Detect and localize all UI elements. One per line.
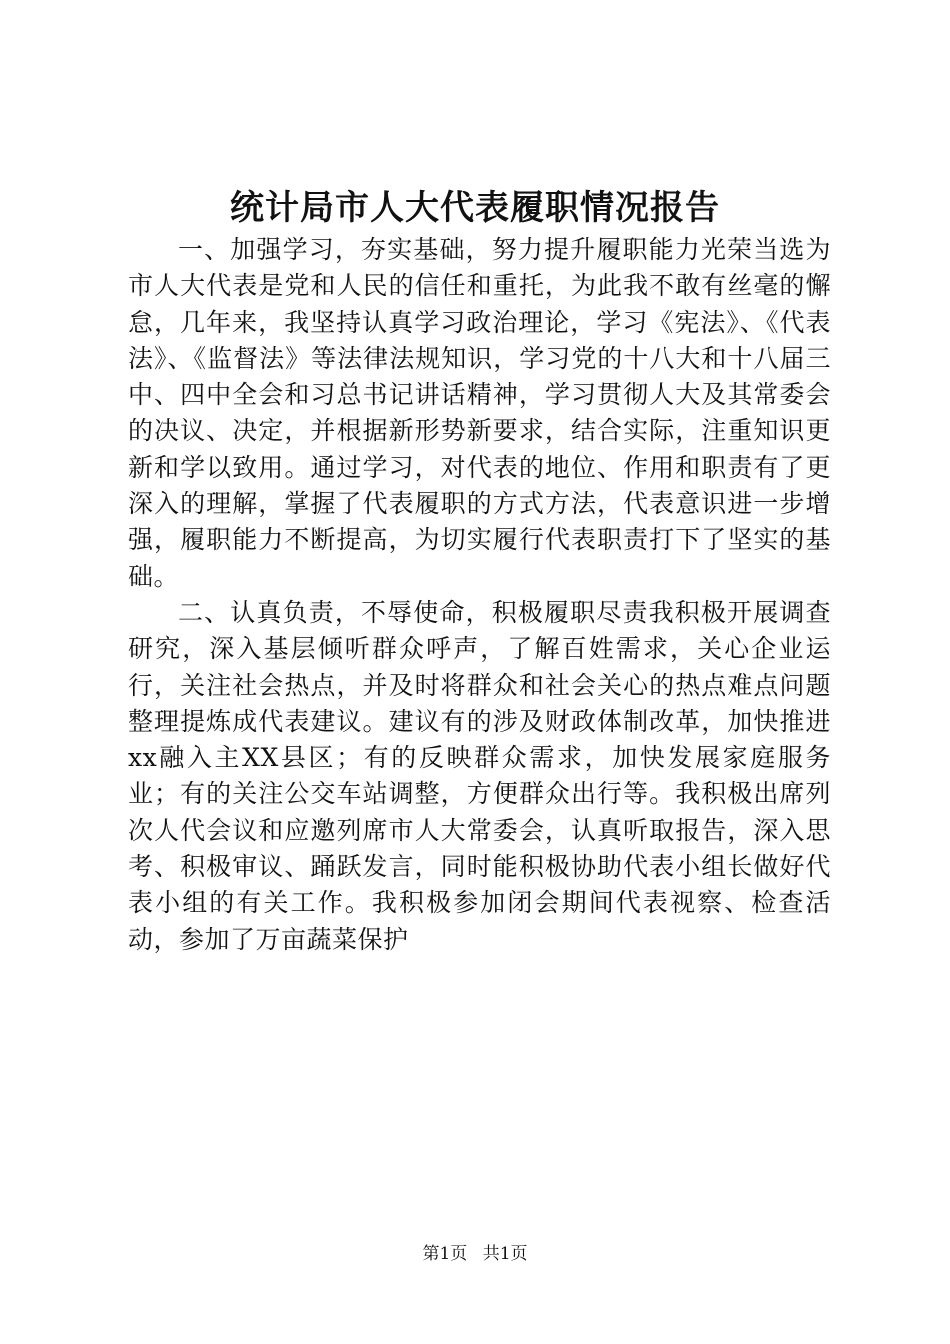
document-body — [128, 232, 831, 958]
page-number-current: 第1页 — [422, 1244, 468, 1264]
paragraph-1: 一、加强学习，夯实基础，努力提升履职能力光荣当选为市人大代表是党和人民的信任和重托，为此我不敢有丝毫的懈怠，几年来，我坚持认真学习政治理论，学习《宪法》、《代表法》、《监督法》等法律法规知识，学习党的十八大和十八届三中、四中全会和习总书记讲话精神，学习贯彻人大及其常委会的决议、决定，并根据新形势新要求，结合实际，注重知识更新和学以致用。通过学习，对代表的地位、作用和职责有了更深入的理解，掌握了代表履职的方式方法，代表意识进一步增强，履职能力不断提高，为切实履行代表职责打下了坚实的基础。 — [128, 235, 831, 591]
paragraph-2: 二、认真负责，不辱使命，积极履职尽责我积极开展调查研究，深入基层倾听群众呼声，了解百姓需求，关心企业运行，关注社会热点，并及时将群众和社会关心的热点难点问题整理提炼成代表建议。建议有的涉及财政体制改革，加快推进xx融入主XX县区；有的反映群众需求，加快发展家庭服务业；有的关注公交车站调整，方便群众出行等。我积极出席列次人代会议和应邀列席市人大常委会，认真听取报告，深入思考、积极审议、踊跃发言，同时能积极协助代表小组长做好代表小组的有关工作。我积极参加闭会期间代表视察、检查活动，参加了万亩蔬菜保护 — [128, 597, 831, 954]
page-number-total: 共1页 — [482, 1244, 528, 1264]
page-footer — [0, 1242, 950, 1266]
document-title: 统计局市人大代表履职情况报告 — [230, 188, 720, 228]
